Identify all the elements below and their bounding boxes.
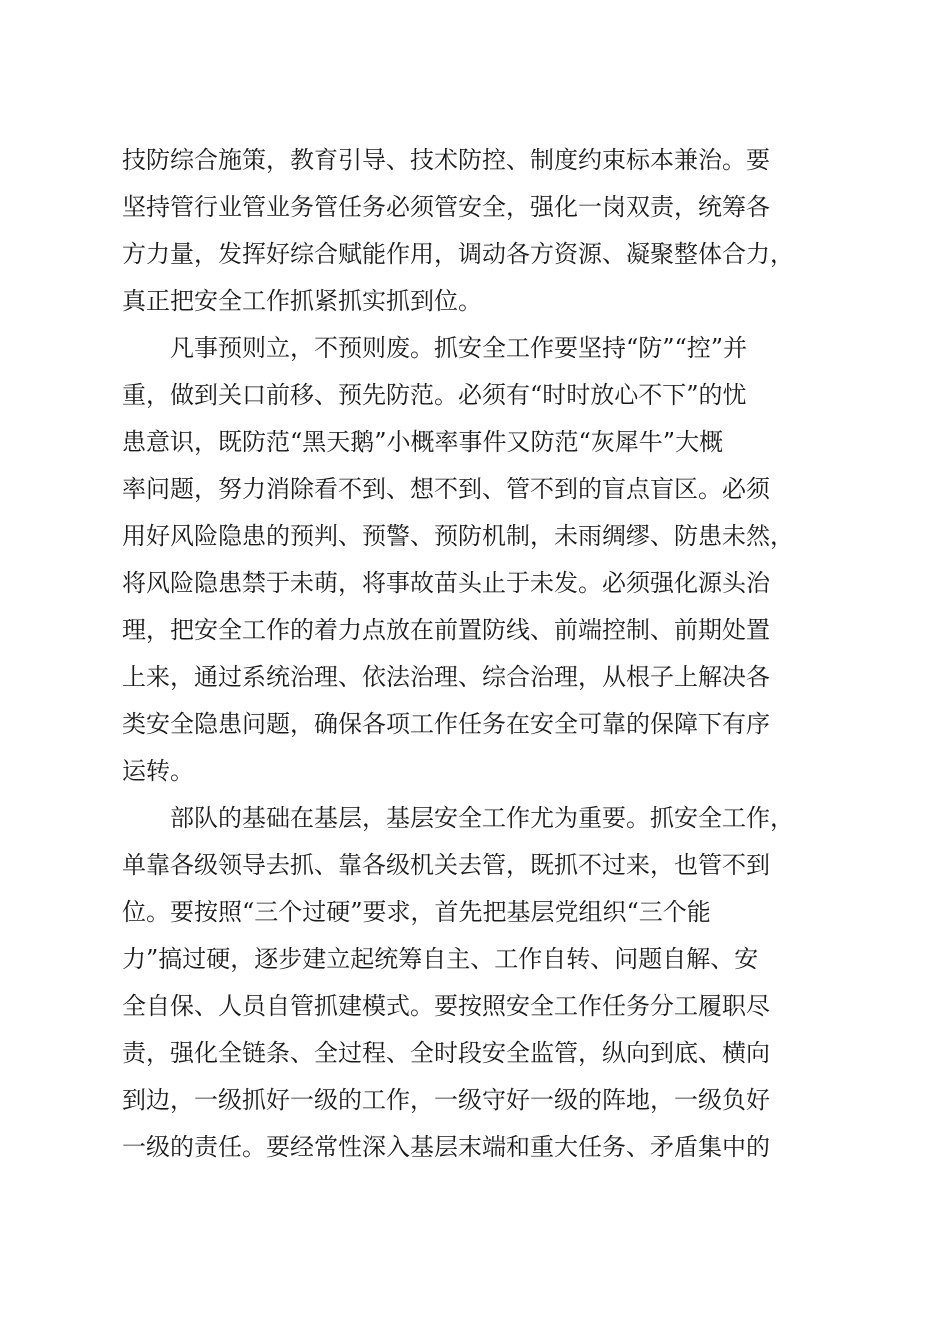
paragraph-3-line-4: 力”搞过硬，逐步建立起统筹自主、工作自转、问题自解、安 — [122, 945, 759, 973]
paragraph-1-line-2: 坚持管行业管业务管任务必须管安全，强化一岗双责，统筹各 — [122, 193, 770, 221]
paragraph-3-line-1: 部队的基础在基层，基层安全工作尤为重要。抓安全工作， — [170, 804, 794, 832]
paragraph-3-line-7: 到边，一级抓好一级的工作，一级守好一级的阵地，一级负好 — [122, 1086, 770, 1114]
paragraph-3-line-5: 全自保、人员自管抓建模式。要按照安全工作任务分工履职尽 — [122, 992, 770, 1020]
paragraph-2-line-7: 理，把安全工作的着力点放在前置防线、前端控制、前期处置 — [122, 616, 770, 644]
paragraph-2-line-9: 类安全隐患问题，确保各项工作任务在安全可靠的保障下有序 — [122, 710, 770, 738]
paragraph-3-line-6: 责，强化全链条、全过程、全时段安全监管，纵向到底、横向 — [122, 1039, 770, 1067]
paragraph-2-line-5: 用好风险隐患的预判、预警、预防机制，未雨绸缪、防患未然， — [122, 522, 794, 550]
paragraph-3-line-3: 位。要按照“三个过硬”要求，首先把基层党组织“三个能 — [122, 898, 711, 926]
paragraph-2-line-8: 上来，通过系统治理、依法治理、综合治理，从根子上解决各 — [122, 663, 770, 691]
paragraph-1-line-1: 技防综合施策，教育引导、技术防控、制度约束标本兼治。要 — [122, 146, 770, 174]
paragraph-2-line-6: 将风险隐患禁于未萌，将事故苗头止于未发。必须强化源头治 — [122, 569, 770, 597]
paragraph-2-line-2: 重，做到关口前移、预先防范。必须有“时时放心不下”的忧 — [122, 381, 747, 409]
paragraph-3-line-8: 一级的责任。要经常性深入基层末端和重大任务、矛盾集中的 — [122, 1133, 770, 1161]
paragraph-1-line-4: 真正把安全工作抓紧抓实抓到位。 — [122, 287, 482, 315]
paragraph-2-line-1: 凡事预则立，不预则废。抓安全工作要坚持“防”“控”并 — [170, 334, 748, 362]
paragraph-2-line-4: 率问题，努力消除看不到、想不到、管不到的盲点盲区。必须 — [122, 475, 770, 503]
paragraph-1-line-3: 方力量，发挥好综合赋能作用，调动各方资源、凝聚整体合力， — [122, 240, 794, 268]
paragraph-3-line-2: 单靠各级领导去抓、靠各级机关去管，既抓不过来，也管不到 — [122, 851, 770, 879]
paragraph-2-line-10: 运转。 — [122, 757, 194, 785]
paragraph-2-line-3: 患意识，既防范“黑天鹅”小概率事件又防范“灰犀牛”大概 — [122, 428, 724, 456]
